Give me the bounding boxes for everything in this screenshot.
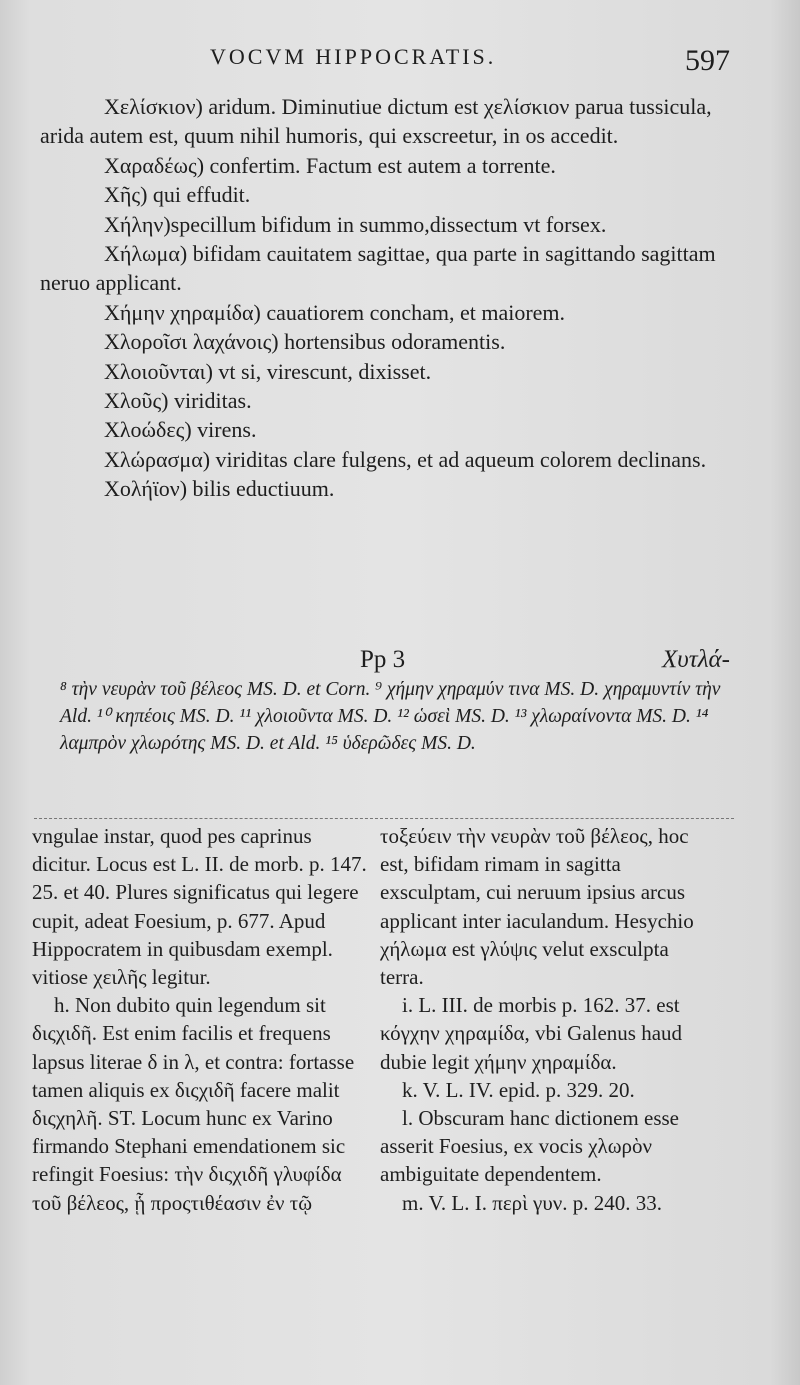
- annotation-paragraph: h. Non dubito quin legendum sit διςχιδῆ. Est enim facilis et frequens lapsus literae δ in λ, et contra: fortasse tamen aliquis ex διςχιδῆ facere malit διςχηλῆ. ST. Locum hunc ex Varino firmando Stephani emendationem sic refingit Foesius: τὴν διςχιδῆ γλυφίδα τοῦ βέλεος, ᾗ προςτιθέασιν ἐν τῷ: [32, 993, 355, 1215]
- glossary-entry: Χήμην χηραμίδα) cauatiorem concham, et maiorem.: [104, 299, 566, 325]
- glossary-entry: Χῆς) qui effudit.: [104, 182, 251, 208]
- running-head: VOCVM HIPPOCRATIS.: [210, 44, 497, 69]
- glossary-entry: Χλοροῖσι λαχάνοις) hortensibus odoramentis.: [104, 329, 506, 355]
- catchword: Χυτλά-: [662, 646, 730, 673]
- page-header: [210, 44, 730, 84]
- annotation-paragraph: τοξεύειν τὴν νευρὰν τοῦ βέλεος, hoc est, bifidam rimam in sagitta exsculptam, cui neruum ipsius arcus applicant inter iaculandum. Hesychio χήλωμα est γλύψις velut exsculpta terra.: [380, 824, 694, 990]
- glossary-entry: Χολήϊον) bilis eductiuum.: [104, 476, 335, 502]
- glossary-entries: [40, 92, 722, 504]
- glossary-entry: Χήλην)specillum bifidum in summo,dissectum vt forsex.: [104, 211, 607, 237]
- glossary-entry: Χλοώδες) virens.: [104, 417, 257, 443]
- glossary-entry: Χελίσκιον) aridum. Diminutiue dictum est χελίσκιον parua tussicula, arida autem est, quum nihil humoris, qui exscreetur, in os accedit.: [40, 94, 712, 149]
- footnotes: [60, 676, 735, 757]
- annotation-column-left: [32, 822, 368, 1217]
- annotation-column-right: [380, 822, 714, 1217]
- page-number: 597: [685, 44, 730, 77]
- footnote-block: ⁸ τὴν νευρὰν τοῦ βέλεος MS. D. et Corn. ⁹ χήμην χηραμύν τινα MS. D. χηραμυντίν τὴν Ald. ¹⁰ κηπέοις MS. D. ¹¹ χλοιοῦντα MS. D. ¹² ὡσεὶ MS. D. ¹³ χλωραίνοντα MS. D. ¹⁴ λαμπρὸν χλωρότης MS. D. et Ald. ¹⁵ ὑδερῶδες MS. D.: [60, 679, 721, 754]
- annotation-paragraph: l. Obscuram hanc dictionem esse asserit Foesius, ex vocis χλωρὸν ambiguitate dependentem.: [380, 1106, 679, 1187]
- annotation-paragraph: i. L. III. de morbis p. 162. 37. est κόγχην χηραμίδα, vbi Galenus haud dubie legit χήμην χηραμίδα.: [380, 993, 683, 1074]
- annotation-paragraph: k. V. L. IV. epid. p. 329. 20.: [402, 1077, 635, 1102]
- annotation-paragraph: m. V. L. I. περὶ γυν. p. 240. 33.: [402, 1190, 662, 1215]
- glossary-entry: Χαραδέως) confertim. Factum est autem a torrente.: [104, 152, 556, 178]
- signature-mark: Pp 3: [360, 646, 406, 673]
- signature-line: [40, 646, 730, 676]
- glossary-entry: Χλοιοῦνται) vt si, virescunt, dixisset.: [104, 358, 432, 384]
- glossary-entry: Χλώρασμα) viriditas clare fulgens, et ad aqueum colorem declinans.: [104, 446, 707, 472]
- glossary-entry: Χλοῦς) viriditas.: [104, 388, 252, 414]
- glossary-entry: Χήλωμα) bifidam cauitatem sagittae, qua parte in sagittando sagittam neruo applicant.: [40, 241, 716, 296]
- column-divider-rule: [34, 818, 734, 820]
- annotation-paragraph: vngulae instar, quod pes caprinus dicitur. Locus est L. II. de morb. p. 147. 25. et 40. Plures significatus qui legere cupit, adeat Foesium, p. 677. Apud Hippocratem in quibusdam exempl. vitiose χειλῆς legitur.: [32, 824, 367, 990]
